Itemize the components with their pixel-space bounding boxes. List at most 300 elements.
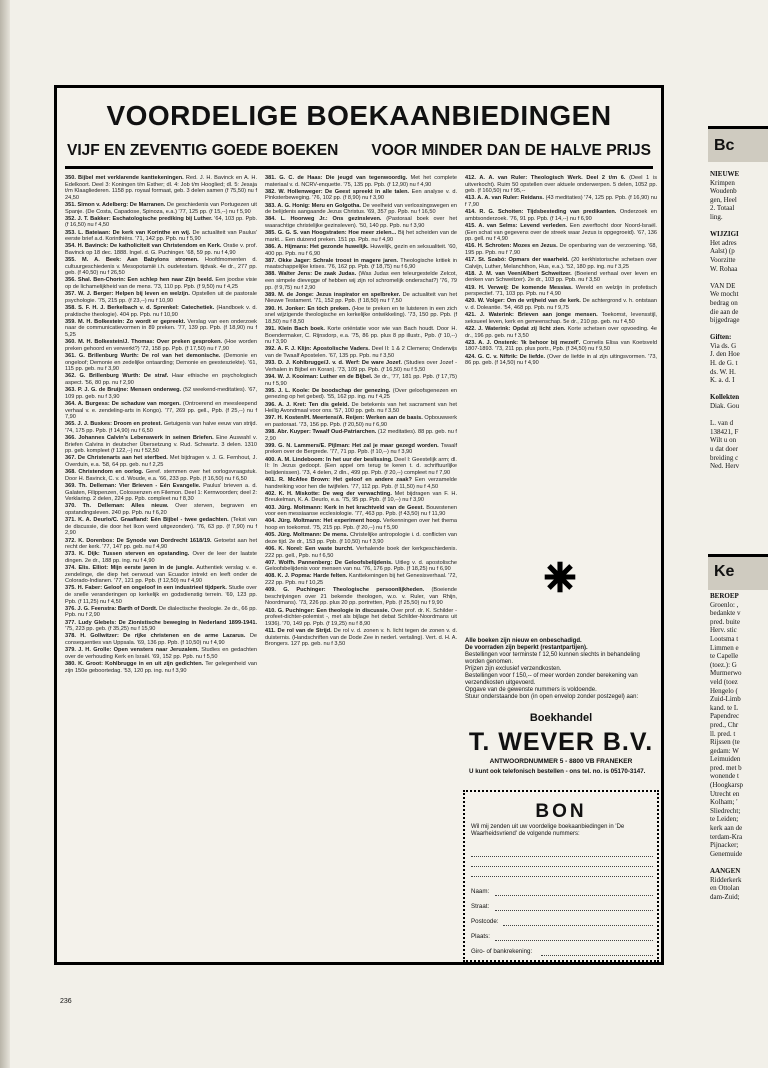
book-listing xyxy=(465,209,657,222)
book-listing xyxy=(65,483,257,503)
adjacent-text-line: W. Rohaa xyxy=(710,264,738,273)
coupon-blank-line[interactable] xyxy=(471,866,653,867)
coupon-field-street[interactable]: Straat: xyxy=(471,903,653,910)
book-listing-title: 421. J. Waterink: Brieven aan jonge mensen. xyxy=(465,312,598,319)
ad-title: VOORDELIGE BOEKAANBIEDINGEN xyxy=(106,100,612,131)
book-listing-title: 388. Walter Jens: De zaak Judas. xyxy=(265,271,357,278)
book-listing-title: 408. K. J. Popma: Harde felten. xyxy=(265,573,348,580)
book-offers-advertisement xyxy=(54,85,664,965)
book-listing-title: 418. J. M. van Veen/Albert Schweitzer. xyxy=(465,270,572,277)
adjacent-text-line: L. van d xyxy=(710,419,734,428)
book-listing-title: 416. H. Schroten: Mozes en Jezus. xyxy=(465,243,558,250)
book-listing-details: Ter gelegenheid van zijn 150e geboortedag. '53, 120 pp. ing. nu f 3,90 xyxy=(65,660,257,674)
book-listing-details: (20 kerkhistorische schetsen over Calvijn, Luther, Melanchthon, Hus, e.a.). '52, 180 pp. ing. nu f 3,25 xyxy=(465,257,657,270)
book-listing xyxy=(465,298,657,311)
adjacent-text-line: We mocht xyxy=(710,290,739,299)
book-listing xyxy=(65,538,257,551)
book-listing-details: Met bijdragen v. J. G. Fernhout, J. Overduin, e.a. '58, 64 pp. geb. nu f 2,25 xyxy=(65,455,258,469)
book-listing-details: Getuigenis van halve eeuw van strijd. '74, 175 pp. Ppb. (f 14,90) nu f 6,50 xyxy=(65,421,257,434)
send-instruction: Stuur onderstaande bon (in open envelop zonder postzegel) aan: xyxy=(465,694,639,700)
book-listing-title: 359. M. H. Bolkestein: Zo wordt er gepreekt. xyxy=(65,318,186,325)
book-listing xyxy=(465,223,657,243)
book-listing xyxy=(65,175,257,201)
adjacent-text-2 xyxy=(710,592,750,901)
order-info-line: De voorraden zijn beperkt (restantpartijen). xyxy=(465,645,588,651)
book-listing-title: 406. K. Norel: Een vaste burcht. xyxy=(265,545,354,552)
book-listing-details: De openbaring van de verzoening. '68, 195 pp. Ppb. nu f 7,90 xyxy=(465,243,657,256)
book-listing-details: Twaalf preken over de Bergrede. '77, 71 pp. Ppb. (f 10,--) nu f 3,90 xyxy=(265,442,457,456)
book-listing xyxy=(265,415,457,428)
adjacent-text-line: Hengelo ( xyxy=(710,686,738,695)
adjacent-text-line: breiding c xyxy=(710,453,739,462)
book-listing-details: Over de leer der laatste dingen. 2e dr., 188 pp. ing. nu f 4,90 xyxy=(65,551,258,564)
book-listing-details: (Boeiende beschrijvingen over 21 bekende theologen, w.o. v. Ruler, van Rhijn, Noordmans). '73, 226 pp. plus 20 pp. portretten, Ppb. (f 25,50) nu f 9,90 xyxy=(265,587,457,607)
book-listing-title: 368. Christendom en oorlog. xyxy=(65,469,144,476)
book-listing xyxy=(265,491,457,504)
book-listing-details: Studies en gedachten over de verhouding Kerk en Israël. '69, 152 pp. Ppb. nu f 5,50 xyxy=(65,647,257,660)
book-listing-details: Deel I: Geestelijk arm; dl. II: In Jezus gedoopt. (Een appel om terug te keren t. d. schriftuurlijke belijdenissen). '73, 4 delen, 2 dln., 499 pp. Ppb. (f 20,--) compleet nu f 7,90 xyxy=(265,456,457,476)
book-listing-title: 384. L. Hoorweg Jr.: Ons gezinsleven. xyxy=(265,216,382,223)
book-listing xyxy=(465,285,657,298)
book-listing-details: Met het complete materiaal v. d. NCRV-enquette. '75, 135 pp. Ppb. (f 12,90) nu f 4,90 xyxy=(265,175,457,188)
coupon-field-place[interactable]: Plaats: xyxy=(471,933,653,940)
adjacent-text-line: bedrag on xyxy=(710,298,738,307)
book-listing-title: 385. G. G. S. van Hoogstraten: Hoe meer zielen... xyxy=(265,230,397,237)
book-listing xyxy=(65,243,257,256)
order-info-line: Bestellingen voor terminste f 12,50 kunnen slechts in behandeling worden genomen. xyxy=(465,652,640,665)
book-listing-title: 402. K. H. Miskotte: De weg der verwachting. xyxy=(265,490,392,497)
book-listing-details: (12 meditaties). 88 pp. geb. nu f 2,90 xyxy=(265,429,457,442)
book-listing-title: 377. Ludy Glebels: De Zionistische beweging in Nederland 1899-1941. xyxy=(65,619,257,626)
book-listing xyxy=(265,360,457,373)
book-listing xyxy=(465,271,657,284)
book-listing xyxy=(265,546,457,559)
book-listing-details: Een verzamelde handreiking voor hen die twijfelen. '77, 112 pp. Ppb. (f 11,50) nu f 4,50 xyxy=(265,477,457,490)
book-listing-details: Opbouwwerk en pastoraat. '73, 156 pp. Ppb. (f 20,50) nu f 6,90 xyxy=(265,415,457,428)
book-listing-details: Korte schetsen over opvoeding. 4e dr., 196 pp. geb. nu f 3,50 xyxy=(465,326,657,339)
adjacent-text-line: WIJZIGI xyxy=(710,230,739,239)
adjacent-text-line: NIEUWE xyxy=(710,170,740,178)
book-listing-details: (Demonie en ongeloof; Demonie en zedelijke ontaarding; Demonie en geestesziekte). '61, 115 pp. geb. nu f 3,90 xyxy=(65,352,257,373)
book-listing-details: Verslag van een onderzoek naar de communicatievormen in 89 preken. '77, 139 pp. Ppb. (f 18,90) nu f 5,25 xyxy=(65,318,257,338)
book-listing-details: (Boeiend verhaal over leven en denken van Schweitzer). 2e dr., 103 pp. Ppb. nu f 3,50 xyxy=(465,270,657,284)
book-listing-title: 366. Johannes Calvin's Lebenswerk in seinen Briefen. xyxy=(65,435,214,442)
book-listing-details: Red. J. H. Bavinck en A. H. Edelkoort. Deel 3: Koningen t/m Esther; dl. 4: Job t/m Hooglied; dl. 5: Jesaja t/m Klaagliederen. 1158 pp. royaal formaat, geb. 3 delen samen (f 75,50) nu f 24,50 xyxy=(65,175,257,201)
book-listing xyxy=(65,305,257,318)
book-listing xyxy=(265,505,457,518)
coupon-text: Wil mij zenden uit uw voordelige boekaanbiedingen in 'De Waarheidsvriend' de volgende nummers: xyxy=(471,824,625,837)
book-listing xyxy=(65,606,257,619)
book-listing-title: 363. P. J. G. de Bruijne: Mensen onderweg. xyxy=(65,387,182,394)
adjacent-text-line: bedankte v xyxy=(710,609,741,618)
book-listing-title: 420. W. Volger: Om de vrijheid van de kerk. xyxy=(465,298,581,305)
book-listing-details: (Hoe worden preken gehoord en verwerkt?) '72, 158 pp. Ppb. (f 17,50) nu f 7,90 xyxy=(65,339,257,352)
book-listing xyxy=(465,243,657,256)
book-listing-title: 361. G. Brillenburg Wurth: De rol van het demonische. xyxy=(65,352,221,359)
book-listing xyxy=(65,353,257,373)
book-listing-details: De actualiteit van het Nieuwe Testament. '71, 152 pp. Ppb. (f 18,50) nu f 7,50 xyxy=(265,291,457,305)
adjacent-text-line xyxy=(710,273,750,282)
book-listing-title: 391. Klein Bach boek. xyxy=(265,326,325,332)
book-listing-title: 365. J. J. Buskes: Droom en protest. xyxy=(65,421,163,428)
asterisk-icon xyxy=(543,560,577,594)
book-listing-details: (Over de liefde in al zijn uitingsvormen. '73, 86 pp. geb. (f 14,50) nu f 4,90 xyxy=(465,353,657,367)
book-listing-details: Authentiek verslag v. e. zendelinge, die diep het oerwoud van Ecuador intrekt en leeft onder de Colorado-Indianen. '77, 121 pp. Ppb. (f 12,50) nu f 4,90 xyxy=(65,565,257,585)
book-listing-title: 400. A. M. Lindeboom: In het uur der beslissing. xyxy=(265,456,393,463)
book-listing xyxy=(265,230,457,243)
ad-subtitle-left: VIJF EN ZEVENTIG GOEDE BOEKEN xyxy=(67,142,339,159)
book-listing-title: 378. H. Gollwitzer: De rijke christenen en de arme Lazarus. xyxy=(65,633,246,640)
book-listing-details: De dialectische theologie. 2e dr., 66 pp. Ppb. nu f 2,90 xyxy=(65,605,257,619)
book-listing xyxy=(265,443,457,456)
book-listing xyxy=(265,402,457,415)
book-listing-title: 358. S. F. H. J. Berkelbach v. d. Sprenkel: Catechetiek. xyxy=(65,305,215,312)
listing-column-1 xyxy=(65,175,257,955)
book-listing-details: Eine Auswahl v. Briefen Calvins in deutscher Übersetzung v. Rud. Schwartz. 3 delen. 1310 pp. geb. kompleet (f 122,--) nu f 52,50 xyxy=(65,435,257,455)
adjacent-text-line: (Hoogkarsp xyxy=(710,781,744,790)
book-listing-details: Theologische kritiek in maatschappelijke krises. '76, 162 pp. Ppb. (f 18,75) nu f 6,90 xyxy=(265,257,458,271)
header-rule xyxy=(65,166,653,169)
book-listing-title: 395. J. L. Koole: De boodschap der genezing. xyxy=(265,387,391,394)
book-listing-title: 367. De Christenarts aan het sterfbed. xyxy=(65,455,168,462)
book-listing-details: De betekenis van het sacrament van het Heilig Avondmaal voor ons. '57, 100 pp. geb. nu f 3,50 xyxy=(265,401,457,415)
book-listing-details: De rol v. d. zonen v. h. licht tegen de zonen v. d. duisternis. (Handschriften van de Dode Zee in nederl. vertaling). Vert. d. H. A. Brongers. 127 pp. geb. nu f 3,50 xyxy=(265,628,457,648)
book-listing-details: '75, 223 pp. geb. (f 35,25) nu f 15,90 xyxy=(65,626,156,633)
book-listing-details: (Ontroerend en meesleepend verhaal v. e. zendeling-arts in Kongo). '77, 269 pp. gell., Ppb. (f 25,--) nu f 7,90 xyxy=(65,400,257,421)
book-listing-title: 410. G. Puchinger: Een theologie in discussie. xyxy=(265,607,390,614)
book-listing-details: (Deel 1 is uitverkocht). Ruim 50 opstellen over aktuele onderwerpen. 5 delen, 1052 pp. geb. (f 160,50) nu f 95,-- xyxy=(465,175,657,195)
adjacent-heading-1: Bc xyxy=(708,126,768,162)
book-listing xyxy=(65,421,257,434)
adjacent-text-line: Woudenb xyxy=(710,187,737,196)
book-listing-title: 399. G. N. Lammers/E. Pijlman: Het zal je maar gezegd worden. xyxy=(265,442,439,449)
book-listing-title: 354. H. Bavinck: De katholiciteit van Christendom en Kerk. xyxy=(65,243,222,250)
adjacent-text-line: BEROEP xyxy=(710,592,739,600)
book-listing xyxy=(65,469,257,482)
book-listing-details: Onderzoek en ambtsonderzoek. '76, 91 pp. Ppb. (f 14,--) nu f 6,90 xyxy=(465,209,657,222)
book-listing-title: 381. G. C. de Haas: Die jeugd van tegenwoordig. xyxy=(265,175,408,181)
book-listing xyxy=(265,189,457,202)
book-listing-title: 412. A. A. van Ruler: Theologisch Werk. Deel 2 t/m 6. xyxy=(465,175,626,181)
adjacent-text-line: Lootsma t xyxy=(710,634,739,643)
book-listing-details: (Studies over Jozef - Verhalen in Bijbel en Koran). '73, 109 pp. Ppb. (f 16,50) nu f 5,50 xyxy=(265,360,457,373)
book-listing xyxy=(265,587,457,607)
adjacent-text-line: Diak. Gou xyxy=(710,402,740,411)
book-listing-title: 401. R. McAfee Brown: Het geloof en andere zaak? xyxy=(265,477,412,483)
book-listing-title: 387. Okke Jager: Schrale troost in magere jaren. xyxy=(265,257,399,264)
book-listing-title: 355. M. A. Beek: Aan Babylons stromen. xyxy=(65,257,199,264)
book-listing-details: Haar ethische en psychologisch aspect. '56, 80 pp. nu f 2,90 xyxy=(65,373,257,386)
book-listing-details: Bouwstenen voor een messiaanse ecclesiologie. '77, 463 pp. Ppb. (f 43,50) nu f 11,90 xyxy=(265,504,457,518)
book-listing-title: 382. W. Hollenweger: De Geest spreekt in alle talen. xyxy=(265,188,410,195)
adjacent-text-line xyxy=(710,411,750,420)
shop-phone: U kunt ook telefonisch bestellen - ons tel. no. is 05170-3147. xyxy=(469,768,646,775)
adjacent-text-line: Kolham; ' xyxy=(710,798,738,807)
adjacent-text-line: 2. Totaal xyxy=(710,204,735,213)
book-listing xyxy=(265,175,457,188)
book-listing-details: De veelheid van verlossingswegen en de belijdenis aangaande Jezus Christus. '69, 357 pp. Ppb. nu f 16,50 xyxy=(265,202,458,216)
book-listing-title: 380. K. Groot: Kohlbrugge in en uit zijn gedichten. xyxy=(65,660,204,667)
book-listing-title: 351. Simon v. Adelberg: De Marranen. xyxy=(65,201,166,208)
adjacent-text-line: Zuid-Limb xyxy=(710,695,741,704)
adjacent-text-line: K. a. d. I xyxy=(710,376,735,385)
adjacent-text-line xyxy=(710,325,750,334)
adjacent-text-line: pred., Chr xyxy=(710,720,739,729)
book-listing xyxy=(265,457,457,477)
adjacent-text-line: kand. te L xyxy=(710,703,739,712)
book-listing xyxy=(265,374,457,387)
book-listing-details: Met bijdragen van F. H. Breukelman, K. A. Deurlo, e.a. '75, 95 pp. Ppb. (f 10,--) nu f 3,90 xyxy=(265,490,457,504)
order-info-line: Bestellingen voor f 150,-- of meer worden zonder berekening van verzendkosten uitgevoerd. xyxy=(465,673,638,686)
book-listing-title: 352. J. T. Bakker: Eschatologische prediking bij Luther. xyxy=(65,215,213,222)
book-listing-details: (43 meditaties) '74, 125 pp. Ppb. (f 16,90) nu f 7,90 xyxy=(465,195,658,208)
order-info xyxy=(465,638,657,694)
coupon-blank-line[interactable] xyxy=(471,856,653,857)
adjacent-text-line: Murmerwo xyxy=(710,669,742,678)
adjacent-text-line: veld (toez xyxy=(710,677,738,686)
adjacent-text-line: AANGEN xyxy=(710,867,741,875)
book-listing-title: 356. Shal. Ben-Chorin: Een schlep hen naar Zijn beeld. xyxy=(65,277,214,284)
book-listing xyxy=(265,203,457,216)
book-listing xyxy=(265,271,457,291)
book-listing-title: 417. St. Szabó: Opmars der waarheid. xyxy=(465,257,569,264)
book-listing-details: Geref. stemmen over het oorlogsvraagstuk. Door H. Bavinck, C. v. d. Woude, e.a. '66, 233 pp. Ppb. (f 16,50) nu f 6,50 xyxy=(65,469,257,482)
book-listing xyxy=(65,551,257,564)
coupon-title: BON xyxy=(535,801,587,822)
adjacent-text-line: pred. buite xyxy=(710,617,740,626)
order-info-line: Opgave van de gewenste nummers is voldoende. xyxy=(465,687,597,693)
book-listing xyxy=(265,346,457,359)
adjacent-text-line: pred. met b xyxy=(710,763,742,772)
book-listing-details: (Over geloofsgenezen en genezing op het gebed). '55, 162 pp. ing. nu f 4,25 xyxy=(265,387,457,401)
book-listing-title: 376. J. G. Feenstra: Barth of Dordt. xyxy=(65,605,158,612)
adjacent-text-line: Giften: xyxy=(710,333,732,342)
book-listing xyxy=(65,230,257,243)
coupon-field-bank-account[interactable]: Giro- of bankrekening: xyxy=(471,948,653,955)
adjacent-text-line: J. den Hoe xyxy=(710,350,740,359)
adjacent-text-line: u dat doer xyxy=(710,445,738,453)
adjacent-text-line: kerk aan de xyxy=(710,824,743,833)
book-listing-details: (52 weekend-meditaties). '67, 109 pp. geb. nu f 3,90 xyxy=(65,387,257,400)
book-listing-details: (Tekst van de discussie, die door het Ikon werd uitgezonden). '76, 63 pp. (f 7,90) nu f 2,90 xyxy=(65,517,257,537)
book-listing xyxy=(65,517,257,537)
adjacent-text-line: Utrecht en xyxy=(710,789,740,798)
adjacent-text-line: Voorzitte xyxy=(710,255,736,264)
book-listing-title: 353. L. Bateiaan: De kerk van Korinthe en wij. xyxy=(65,229,191,236)
adjacent-text-line: Krimpen xyxy=(710,178,735,187)
book-listing-details: (Handboek v. d. praktische theologie). 404 pp. Ppb. nu f 10,90 xyxy=(65,305,257,318)
shop-address: ANTWOORDNUMMER 5 - 8800 VB FRANEKER xyxy=(489,758,633,765)
book-listing-details: Over sterven, begraven en opstandingsleven. 240 pp. Ppb. nu f 6,20 xyxy=(65,503,257,516)
book-listing xyxy=(65,503,257,516)
adjacent-text-line: wonende t xyxy=(710,772,739,781)
book-listing-title: 405. Jürg. Moltmann: De mens. xyxy=(265,532,349,539)
book-listing-details: Een joodse visie op de lichamelijkheid van de mens. '73, 110 pp. Ppb. (f 9,50) nu f 4,25 xyxy=(65,277,257,291)
adjacent-text-line: 138421, F xyxy=(710,427,739,436)
adjacent-text-line: Kollekten xyxy=(710,393,740,402)
book-listing xyxy=(65,291,257,304)
book-listing-details: Opstellen uit de pastorale psychologie. '75, 215 pp. (f 23,--) nu f 10,90 xyxy=(65,291,257,304)
order-info-line: Prijzen zijn exclusief verzendkosten. xyxy=(465,666,562,672)
book-listing-title: 383. A. G. Honig: Meru en Golgotha. xyxy=(265,202,361,209)
book-listing xyxy=(265,518,457,531)
book-listing-title: 393. D. J. Kohlbrugge/J. v. d. Werf: De ware Jozef. xyxy=(265,360,402,367)
book-listing xyxy=(65,277,257,290)
page-number: 236 xyxy=(60,998,72,1005)
book-listing-details: De achtergrond v. h. ontstaan v. d. Doleantie. '54, 468 pp. Ppb. nu f 9,75 xyxy=(465,298,657,312)
book-listing xyxy=(65,620,257,633)
book-listing-details: Oratie v. prof. Bavinck op 18 dec. 1888. Ingel. d. G. Puchinger. '68, 59 pp. nu f 4,90 xyxy=(65,243,257,256)
adjacent-text-line xyxy=(710,858,750,867)
book-listing xyxy=(265,326,457,346)
book-listing-title: 409. G. Puchinger: Theologische persoonlijkheden. xyxy=(265,587,425,594)
coupon-blank-line[interactable] xyxy=(471,876,653,877)
book-listing-title: 394. W. J. Kooiman: Luther en de Bijbel. xyxy=(265,373,373,380)
adjacent-text-line: (toez.): G xyxy=(710,660,737,669)
book-listing-details: Getoetst aan het recht der kerk. '77, 147 pp. geb. nu f 4,90 xyxy=(65,537,257,551)
book-listing-details: Christelijke antropologie i. d. conflicten van deze tijd. 2e dr., 153 pp. Ppb. (f 10,50) nu f 3,90 xyxy=(265,532,457,545)
book-listing xyxy=(65,435,257,455)
book-listing xyxy=(265,628,457,648)
adjacent-text-line xyxy=(710,222,750,231)
book-listing xyxy=(465,312,657,325)
adjacent-text-line xyxy=(710,385,750,394)
book-listing-details: Een analyse v. d. Pinksterbeweging. '76, 102 pp. (f 8,90) nu f 3,90 xyxy=(265,188,457,202)
adjacent-text-line: Leimuiden xyxy=(710,755,741,764)
book-listing-details: Hoofdmomenten d. cultuurgeschiedenis v. Mesopotamië i.h. oudetestam. tijdvak. 4e dr., 277 pp. geb. (f 40,50) nu f 26,50 xyxy=(65,257,257,277)
adjacent-text-line: Ridderkerk xyxy=(710,875,742,884)
adjacent-text-line: Via ds. G xyxy=(710,341,737,350)
book-listing-details: Korte oriëntatie voor wie van Bach houdt. Door H. Boendermaker, C. Rijnsdorp, e.a. '75, 86 pp. plus 8 pp illustr., Ppb. (f 10,--) nu f 3,90 xyxy=(265,326,457,346)
book-listing xyxy=(265,532,457,545)
adjacent-text-line: gen, Heel xyxy=(710,195,737,204)
adjacent-text-line: Aalst) (p xyxy=(710,247,735,256)
coupon-field-name[interactable]: Naam: xyxy=(471,888,653,895)
book-listing-title: 423. A. J. Onstenk: 'Ik behoor bij mezelf'. xyxy=(465,339,581,346)
adjacent-text-line: die aan de xyxy=(710,307,739,316)
book-listing-details: '64, 103 pp. Ppb. (f 16,50) nu f 4,50 xyxy=(65,215,257,229)
book-listing-title: 397. H. Kosten/H. Meertens/A. Reijen: Werken aan de basis. xyxy=(265,415,423,422)
book-listing xyxy=(65,319,257,339)
book-listing xyxy=(65,257,257,277)
book-listing-title: 396. A. J. Kret: Ten dis geleid. xyxy=(265,401,350,408)
adjacent-text-line: Sliedrecht; xyxy=(710,806,741,815)
book-listing xyxy=(265,560,457,573)
adjacent-text-line: dam-Zuid; xyxy=(710,892,740,901)
adjacent-text-line: Genemuide xyxy=(710,849,743,858)
adjacent-text-line: ll. pred. t xyxy=(710,729,736,738)
book-listing-title: 372. K. Dorenbos: De Synode van Dordrecht 1618/19. xyxy=(65,537,212,544)
listing-column-2 xyxy=(265,175,457,955)
book-listing-title: 379. J. H. Grolle: Open vensters naar Jeruzalem. xyxy=(65,647,199,654)
book-listing-title: 424. G. C. v. Niftrik: De liefde. xyxy=(465,353,546,360)
book-listing xyxy=(65,387,257,400)
book-listing xyxy=(265,429,457,442)
book-listing xyxy=(465,195,657,208)
adjacent-text-line: en Ottolan xyxy=(710,884,740,893)
book-listing xyxy=(265,608,457,628)
adjacent-text-line: Groenlo: , xyxy=(710,600,739,609)
page-spine-shadow xyxy=(0,0,10,1068)
book-listing-title: 375. H. Faber: Geloof en ongeloof in een industrieel tijdperk. xyxy=(65,585,227,592)
book-listing xyxy=(465,257,657,270)
book-listing-title: 360. M. H. Bolkestein/J. Thomas: Over preken gesproken. xyxy=(65,339,223,346)
adjacent-page-edge xyxy=(700,122,744,942)
book-listing-details: Toekomst, levensstijl, seksueel leven, kerk en gemeenschap. 5e dr., 210 pp. geb. nu f 4,50 xyxy=(465,312,657,325)
book-listing-title: 369. Th. Delleman: Vier Brieven - Eén Evangelie. xyxy=(65,483,201,489)
book-listing xyxy=(65,585,257,605)
book-listing-title: 350. Bijbel met verklarende kanttekeningen. xyxy=(65,175,184,181)
adjacent-text-line: te Leiden; xyxy=(710,815,739,824)
book-listing-title: 374. Elis. Elliot: Mijn eerste jaren in de jungle. xyxy=(65,565,194,572)
book-listing-title: 422. J. Waterink: Opdat zij licht zien. xyxy=(465,326,566,332)
book-listing-details: De actualiteit van Paulus' eerste brief a.d. Korinthiërs. '71, 142 pp. Ppb. nu f 5,90 xyxy=(65,229,257,243)
adjacent-text-line: Papendrec xyxy=(710,712,740,721)
book-listing xyxy=(465,326,657,339)
book-listing-title: 371. K. A. Deurlo/C. Graafland: Eén Bijbel - twee gedachten. xyxy=(65,517,229,524)
adjacent-text-line: ds. W. H. xyxy=(710,367,736,376)
book-listing-details: 3e dr., '77, 181 pp. Ppb. (f 17,75) nu f 5,90 xyxy=(265,373,457,387)
adjacent-text-line: Wilt u on xyxy=(710,436,737,445)
book-listing-details: Wereld en welzijn in profetisch perspectief. '71, 103 pp. Ppb. nu f 4,90 xyxy=(465,284,657,298)
shop-name: T. WEVER B.V. xyxy=(468,728,654,756)
book-listing-title: 411. De rol van de Strijd. xyxy=(265,628,332,634)
book-listing xyxy=(265,388,457,401)
listing-column-3 xyxy=(465,175,657,555)
book-listing xyxy=(65,565,257,585)
book-listing xyxy=(65,647,257,660)
book-listing-title: 364. A. Burgess: De schaduw van morgen. xyxy=(65,400,181,407)
book-listing-details: Kanttekeningen bij het Genesisverhaal. '72, 222 pp. Ppb. nu f 10,25 xyxy=(265,573,457,587)
book-listing-details: Verhalende boek der kerkgeschiedenis. 222 pp. gell., Ppb. nu f 6,50 xyxy=(265,545,457,559)
adjacent-text-line: Het adres xyxy=(710,238,737,247)
book-listing xyxy=(265,258,457,271)
book-listing-details: De geschiedenis van Portugezen uit Spanje. (De Costa, Capadose, Spinoza, e.a.) '77, 125 pp. (f 15,--) nu f 5,90 xyxy=(65,201,257,215)
book-listing-title: 398. Abr. Kuyper: Twaalf Oud-Patriarchen. xyxy=(265,429,377,436)
adjacent-text-1 xyxy=(710,170,750,471)
book-listing xyxy=(65,455,257,468)
adjacent-text-line: Herv. stic xyxy=(710,626,737,635)
book-listing-title: 414. R. G. Schoiten: Tijdsbesteding van predikanten. xyxy=(465,209,617,216)
book-listing-details: Verkenningen over het thema hoop en toekomst. '75, 215 pp. Ppb. (f 20,--) nu f 5,90 xyxy=(265,518,457,531)
book-listing-title: 362. G. Brillenburg Wurth: De straf. xyxy=(65,373,169,380)
adjacent-text-line: terdam-Kra xyxy=(710,832,743,841)
book-listing-title: 370. Th. Delleman: Alles nieuw. xyxy=(65,503,169,510)
book-listing-details: Deel II: 1 & 2 Clemens; Onderwijs van de Twaalf Apostelen. '67, 135 pp. Ppb. nu f 3,50 xyxy=(265,346,457,359)
book-listing-details: (Hoe te preken en te luisteren in een zich snel wijzigende theologische en kerkelijke ontwikkeling). '73, 150 pp. Ppb. (f 18,50) nu f 8,50 xyxy=(265,305,458,325)
order-info-line: Alle boeken zijn nieuw en onbeschadigd. xyxy=(465,638,582,644)
book-listing-title: 407. Wolfh. Pannenberg: De Geloofsbelijdenis. xyxy=(265,559,393,566)
adjacent-text-line: Pijnacker; xyxy=(710,841,739,850)
book-listing xyxy=(265,573,457,586)
coupon-field-postcode[interactable]: Postcode: xyxy=(471,918,653,925)
book-listing xyxy=(465,354,657,367)
book-listing xyxy=(465,340,657,353)
book-listing xyxy=(265,216,457,229)
adjacent-text-line: bijgedrage xyxy=(710,316,740,325)
book-listing-details: (Pastoraal boek over het waarachtige christelijke gezinsleven). '50, 140 pp. Ppb. nu f 3,90 xyxy=(265,216,457,229)
book-listing-title: 403. Jürg. Moltmann: Kerk in het krachtveld van de Geest. xyxy=(265,504,425,511)
book-listing-title: 419. H. Verweij: De komende Messias. xyxy=(465,284,573,291)
book-listing-details: De consequenties van Uppsala. '69, 136 pp. Ppb. (f 10,50) nu f 4,90 xyxy=(65,633,257,646)
book-listing-title: 413. A. A. van Ruler: Reidans. xyxy=(465,195,544,202)
adjacent-text-line: gedam: W xyxy=(710,746,739,755)
adjacent-text-line: VAN DE xyxy=(710,281,736,290)
book-listing xyxy=(65,216,257,229)
adjacent-text-line: Limmen e xyxy=(710,643,739,652)
adjacent-text-line: Rijssen (te xyxy=(710,738,740,747)
book-listing-title: 415. A. van Selms: Levend verleden. xyxy=(465,222,568,229)
